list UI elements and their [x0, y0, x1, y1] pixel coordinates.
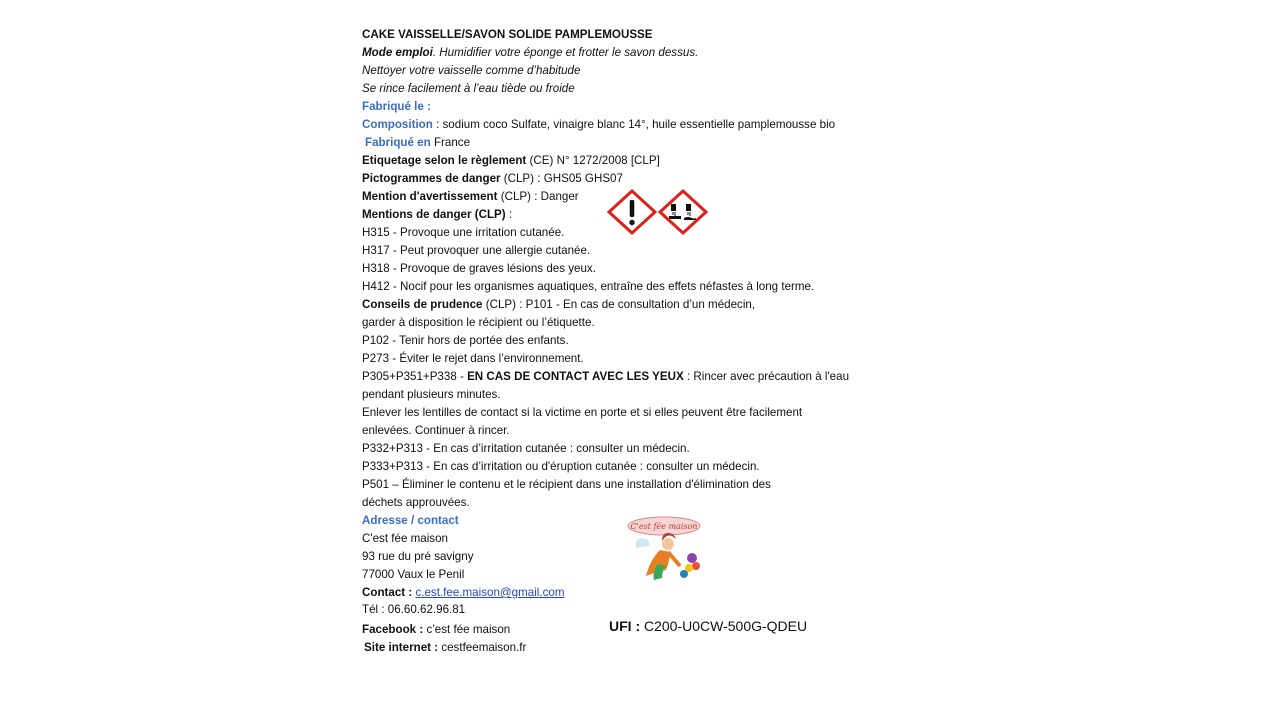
contact-line — [362, 585, 564, 600]
mentions-danger-label: Mentions de danger (CLP) — [362, 208, 506, 221]
precaution-p333: P333+P313 - En cas d’irritation ou d'éruption cutanée : consulter un médecin. — [362, 460, 760, 473]
hazard-h412: H412 - Nocif pour les organismes aquatiques, entraîne des effets néfastes à long terme. — [362, 280, 815, 293]
site-line — [364, 640, 526, 655]
pictogrammes-line — [362, 171, 623, 186]
precaution-p501-cont: déchets approuvées. — [362, 496, 470, 509]
precaution-p273: P273 - Éviter le rejet dans l’environnement. — [362, 352, 584, 365]
ghs05-corrosion-icon — [658, 189, 708, 235]
ghs07-exclamation-icon — [607, 189, 657, 235]
logo-text: C'est fée maison — [630, 522, 698, 531]
precaution-line-lentilles: Enlever les lentilles de contact si la victime en porte et si elles peuvent être facilement — [362, 406, 803, 419]
facebook-label: Facebook : — [362, 623, 427, 636]
conseils-text: (CLP) : P101 - En cas de consultation d’un médecin, — [482, 298, 756, 311]
etiquetage-line — [362, 153, 660, 168]
precaution-line-1: garder à disposition le récipient ou l’étiquette. — [362, 316, 595, 329]
hazard-h315: H315 - Provoque une irritation cutanée. — [362, 226, 565, 239]
precaution-p305 — [362, 369, 849, 384]
site-text: cestfeemaison.fr — [441, 641, 527, 654]
precaution-line-minutes: pendant plusieurs minutes. — [362, 388, 501, 401]
fabrique-en-line — [365, 135, 470, 150]
fabrique-en-label: Fabriqué en — [365, 136, 431, 149]
precaution-p501: P501 – Éliminer le contenu et le récipient dans une installation d'élimination des — [362, 478, 771, 491]
fabrique-le-label: Fabriqué le : — [362, 100, 431, 113]
contact-email-link[interactable]: c.est.fee.maison@gmail.com — [415, 586, 565, 599]
address-city: 77000 Vaux le Penil — [362, 568, 465, 581]
ufi-label: UFI : — [609, 618, 644, 634]
facebook-text: c’est fée maison — [426, 623, 511, 636]
conseils-label: Conseils de prudence — [362, 298, 483, 311]
composition-label: Composition — [362, 118, 433, 131]
mode-line-1: Nettoyer votre vaisselle comme d’habitude — [362, 64, 581, 77]
hazard-h317: H317 - Peut provoquer une allergie cutanée. — [362, 244, 591, 257]
mentions-danger-line — [362, 207, 512, 222]
composition-line — [362, 117, 835, 132]
precaution-p332: P332+P313 - En cas d’irritation cutanée : consulter un médecin. — [362, 442, 690, 455]
facebook-line — [362, 622, 510, 637]
mention-line — [362, 189, 579, 204]
precaution-p102: P102 - Tenir hors de portée des enfants. — [362, 334, 569, 347]
fabrique-en-text: France — [430, 136, 471, 149]
pictogrammes-text: (CLP) : GHS05 GHS07 — [500, 172, 623, 185]
p305-prefix: P305+P351+P338 - — [362, 370, 468, 383]
ufi-code: C200-U0CW-500G-QDEU — [644, 618, 808, 634]
contact-label: Contact : — [362, 586, 416, 599]
mode-emploi-label: Mode emploi — [362, 46, 433, 59]
product-title: CAKE VAISSELLE/SAVON SOLIDE PAMPLEMOUSSE — [362, 28, 653, 41]
mention-label: Mention d'avertissement — [362, 190, 498, 203]
hazard-h318: H318 - Provoque de graves lésions des yeux. — [362, 262, 596, 275]
address-name: C'est fée maison — [362, 532, 448, 545]
mode-line-2: Se rince facilement à l’eau tiède ou froide — [362, 82, 575, 95]
pictogrammes-label: Pictogrammes de danger — [362, 172, 501, 185]
fairy-logo — [618, 508, 710, 588]
conseils-line — [362, 297, 755, 312]
ufi-line — [609, 619, 807, 634]
mode-emploi-line — [362, 45, 698, 60]
composition-text: : sodium coco Sulfate, vinaigre blanc 14°, huile essentielle pamplemousse bio — [432, 118, 836, 131]
mode-emploi-text: . Humidifier votre éponge et frotter le savon dessus. — [432, 46, 699, 59]
mention-text: (CLP) : Danger — [497, 190, 579, 203]
precaution-line-rincer: enlevées. Continuer à rincer. — [362, 424, 510, 437]
etiquetage-text: (CE) N° 1272/2008 [CLP] — [526, 154, 660, 167]
p305-bold: EN CAS DE CONTACT AVEC LES YEUX — [467, 370, 684, 383]
tel-line: Tél : 06.60.62.96.81 — [362, 603, 466, 616]
address-street: 93 rue du pré savigny — [362, 550, 474, 563]
site-label: Site internet : — [364, 641, 442, 654]
adresse-label: Adresse / contact — [362, 514, 459, 527]
p305-text: : Rincer avec précaution à l'eau — [683, 370, 850, 383]
etiquetage-label: Etiquetage selon le règlement — [362, 154, 527, 167]
mentions-danger-text: : — [505, 208, 513, 221]
